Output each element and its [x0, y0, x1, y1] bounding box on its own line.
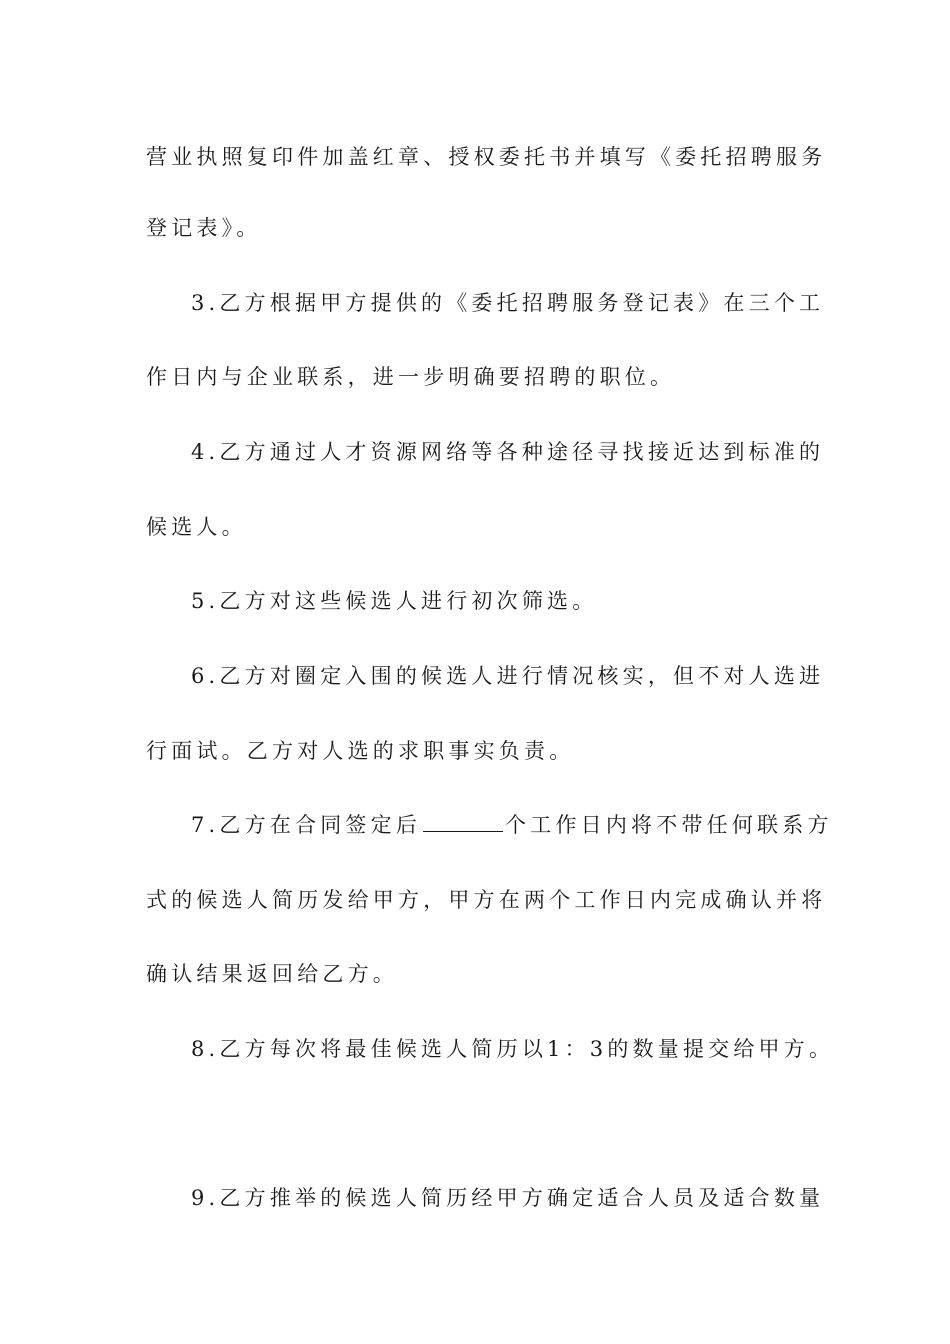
text-line: 候选人。: [146, 515, 247, 539]
paragraph-9-line: 9.乙方推举的候选人简历经甲方确定适合人员及适合数量: [191, 1186, 825, 1210]
paragraph-4-line: 4.乙方通过人才资源网络等各种途径寻找接近达到标准的: [191, 440, 825, 464]
paragraph-7-text-start: 7.乙方在合同签定后: [191, 813, 422, 837]
fill-in-blank[interactable]: [423, 813, 503, 832]
paragraph-7-text-end: 个工作日内将不带任何联系方: [505, 813, 833, 837]
text-line: 作日内与企业联系，进一步明确要招聘的职位。: [146, 365, 676, 389]
text-line: 营业执照复印件加盖红章、授权委托书并填写《委托招聘服务: [146, 145, 827, 169]
paragraph-7-line: [191, 810, 833, 840]
paragraph-8-line: 8.乙方每次将最佳候选人简历以1：3的数量提交给甲方。: [191, 1037, 835, 1061]
text-line: 式的候选人简历发给甲方，甲方在两个工作日内完成确认并将: [146, 888, 827, 912]
paragraph-5-line: 5.乙方对这些候选人进行初次筛选。: [191, 589, 598, 613]
paragraph-3-line: 3.乙方根据甲方提供的《委托招聘服务登记表》在三个工: [191, 291, 825, 315]
paragraph-6-line: 6.乙方对圈定入围的候选人进行情况核实，但不对人选进: [191, 664, 825, 688]
text-line: 登记表》。: [146, 216, 262, 240]
text-line: 行面试。乙方对人选的求职事实负责。: [146, 739, 575, 763]
text-line: 确认结果返回给乙方。: [146, 962, 398, 986]
